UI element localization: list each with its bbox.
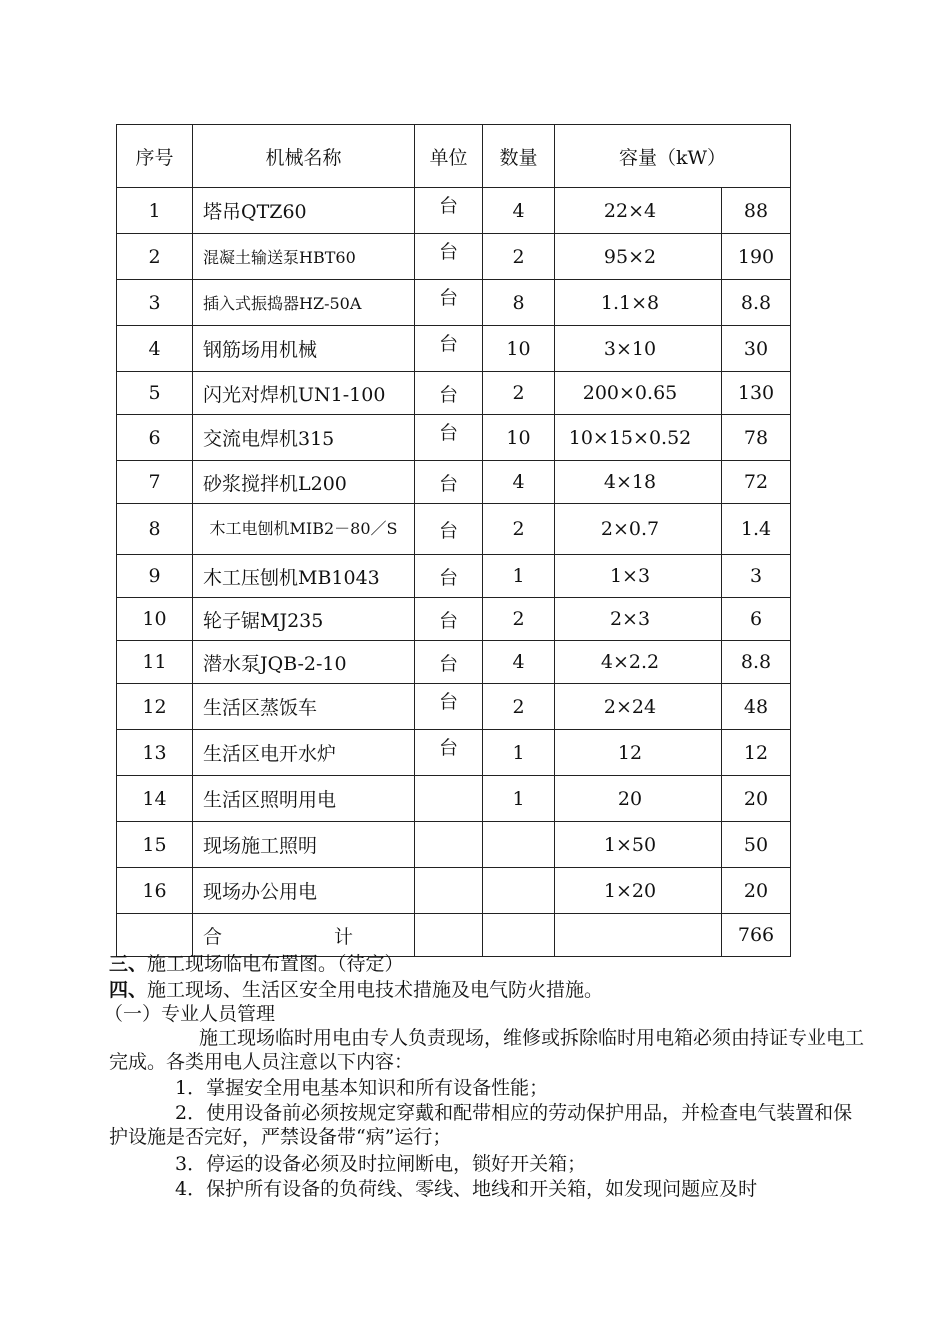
row-unit: 台 [415,641,483,684]
row-capacity: 2×3 [555,598,722,641]
row-name: 生活区蒸饭车 [193,684,415,730]
row-qty: 8 [483,280,555,326]
table-header-row [117,125,791,188]
row-qty: 4 [483,461,555,504]
row-no: 6 [117,415,193,461]
row-unit: 台 [415,555,483,598]
row-qty [483,868,555,914]
row-name: 现场办公用电 [193,868,415,914]
table-row [117,555,791,598]
row-no: 5 [117,372,193,415]
row-capacity: 1×20 [555,868,722,914]
table-row [117,641,791,684]
list-item-1: 1．掌握安全用电基本知识和所有设备性能； [175,1077,549,1099]
row-no: 2 [117,234,193,280]
section-3-heading [109,952,869,976]
row-total: 12 [722,730,791,776]
total-label-left: 合 [203,925,223,948]
row-capacity: 200×0.65 [555,372,722,415]
row-unit: 台 [415,598,483,641]
row-name: 木工压刨机MB1043 [193,555,415,598]
row-capacity: 12 [555,730,722,776]
row-total: 30 [722,326,791,372]
row-total: 130 [722,372,791,415]
list-item-3: 3．停运的设备必须及时拉闸断电，锁好开关箱； [175,1153,587,1175]
row-qty: 1 [483,555,555,598]
row-name: 木工电刨机MIB2－80／S [193,504,415,555]
row-qty: 1 [483,776,555,822]
row-qty [483,822,555,868]
total-unit [415,914,483,957]
row-capacity: 95×2 [555,234,722,280]
row-qty: 2 [483,504,555,555]
row-capacity: 2×24 [555,684,722,730]
row-total: 72 [722,461,791,504]
header-no: 序号 [117,125,193,188]
row-name: 潜水泵JQB-2-10 [193,641,415,684]
row-no: 12 [117,684,193,730]
header-qty: 数量 [483,125,555,188]
table-total-row [117,914,791,957]
table-row [117,461,791,504]
row-total: 20 [722,776,791,822]
row-unit: 台 [415,234,483,280]
row-total: 6 [722,598,791,641]
row-qty: 10 [483,415,555,461]
table-row [117,326,791,372]
row-capacity: 10×15×0.52 [555,415,722,461]
row-name: 插入式振捣器HZ-50A [193,280,415,326]
row-name: 砂浆搅拌机L200 [193,461,415,504]
row-total: 78 [722,415,791,461]
row-name: 轮子锯MJ235 [193,598,415,641]
row-unit: 台 [415,504,483,555]
table-row [117,730,791,776]
row-no: 1 [117,188,193,234]
row-unit: 台 [415,280,483,326]
row-qty: 4 [483,641,555,684]
row-total: 88 [722,188,791,234]
row-no: 7 [117,461,193,504]
row-qty: 1 [483,730,555,776]
table-row [117,822,791,868]
row-unit: 台 [415,730,483,776]
section-4-text: 施工现场、生活区安全用电技术措施及电气防火措施。 [147,979,604,1001]
list-item-2: 2．使用设备前必须按规定穿戴和配带相应的劳动保护用品，并检查电气装置和保护设施是否完好，严禁设备带“病”运行； [109,1102,853,1148]
row-capacity: 4×18 [555,461,722,504]
row-unit: 台 [415,684,483,730]
row-capacity: 2×0.7 [555,504,722,555]
subsection-1-title: （一）专业人员管理 [104,1003,276,1025]
row-total: 1.4 [722,504,791,555]
section-3-number: 三、 [109,953,148,975]
row-qty: 2 [483,372,555,415]
row-unit: 台 [415,188,483,234]
table-row [117,868,791,914]
header-unit: 单位 [415,125,483,188]
row-name: 现场施工照明 [193,822,415,868]
row-no: 8 [117,504,193,555]
row-no: 11 [117,641,193,684]
table-row [117,234,791,280]
row-name: 塔吊QTZ60 [193,188,415,234]
row-qty: 4 [483,188,555,234]
row-no: 9 [117,555,193,598]
row-no: 14 [117,776,193,822]
row-name: 钢筋场用机械 [193,326,415,372]
total-capacity [555,914,722,957]
row-capacity: 1×50 [555,822,722,868]
header-name: 机械名称 [193,125,415,188]
table-row [117,684,791,730]
row-name: 生活区电开水炉 [193,730,415,776]
row-total: 48 [722,684,791,730]
row-no: 16 [117,868,193,914]
row-no: 10 [117,598,193,641]
row-capacity: 1×3 [555,555,722,598]
table-row [117,280,791,326]
row-capacity: 4×2.2 [555,641,722,684]
total-label [193,914,415,957]
row-no: 3 [117,280,193,326]
row-qty: 2 [483,234,555,280]
row-name: 生活区照明用电 [193,776,415,822]
row-capacity: 1.1×8 [555,280,722,326]
row-no: 15 [117,822,193,868]
list-item-4: 4．保护所有设备的负荷线、零线、地线和开关箱，如发现问题应及时 [175,1178,758,1200]
row-unit: 台 [415,461,483,504]
row-unit [415,868,483,914]
total-value: 766 [722,914,791,957]
row-qty: 2 [483,598,555,641]
row-unit: 台 [415,372,483,415]
table-row [117,415,791,461]
total-no [117,914,193,957]
equipment-table [116,124,791,957]
table-row [117,598,791,641]
row-qty: 10 [483,326,555,372]
total-qty [483,914,555,957]
row-capacity: 20 [555,776,722,822]
header-capacity: 容量（kW） [555,125,791,188]
row-total: 190 [722,234,791,280]
paragraph-1: 施工现场临时用电由专人负责现场，维修或拆除临时用电箱必须由持证专业电工完成。各类用电人员注意以下内容： [109,1027,865,1073]
row-capacity: 3×10 [555,326,722,372]
table-row [117,776,791,822]
row-unit: 台 [415,415,483,461]
table-row [117,504,791,555]
row-total: 3 [722,555,791,598]
row-total: 20 [722,868,791,914]
row-qty: 2 [483,684,555,730]
row-capacity: 22×4 [555,188,722,234]
row-unit [415,822,483,868]
row-name: 交流电焊机315 [193,415,415,461]
section-4-number: 四、 [109,979,148,1001]
row-name: 闪光对焊机UN1-100 [193,372,415,415]
row-name: 混凝土输送泵HBT60 [193,234,415,280]
row-no: 13 [117,730,193,776]
table-row [117,372,791,415]
row-total: 8.8 [722,641,791,684]
row-unit [415,776,483,822]
section-3-text: 施工现场临电布置图。（待定） [147,953,404,975]
row-total: 8.8 [722,280,791,326]
total-label-right: 计 [334,925,354,948]
row-total: 50 [722,822,791,868]
row-unit: 台 [415,326,483,372]
table-row [117,188,791,234]
row-no: 4 [117,326,193,372]
section-4-heading [109,978,869,1002]
